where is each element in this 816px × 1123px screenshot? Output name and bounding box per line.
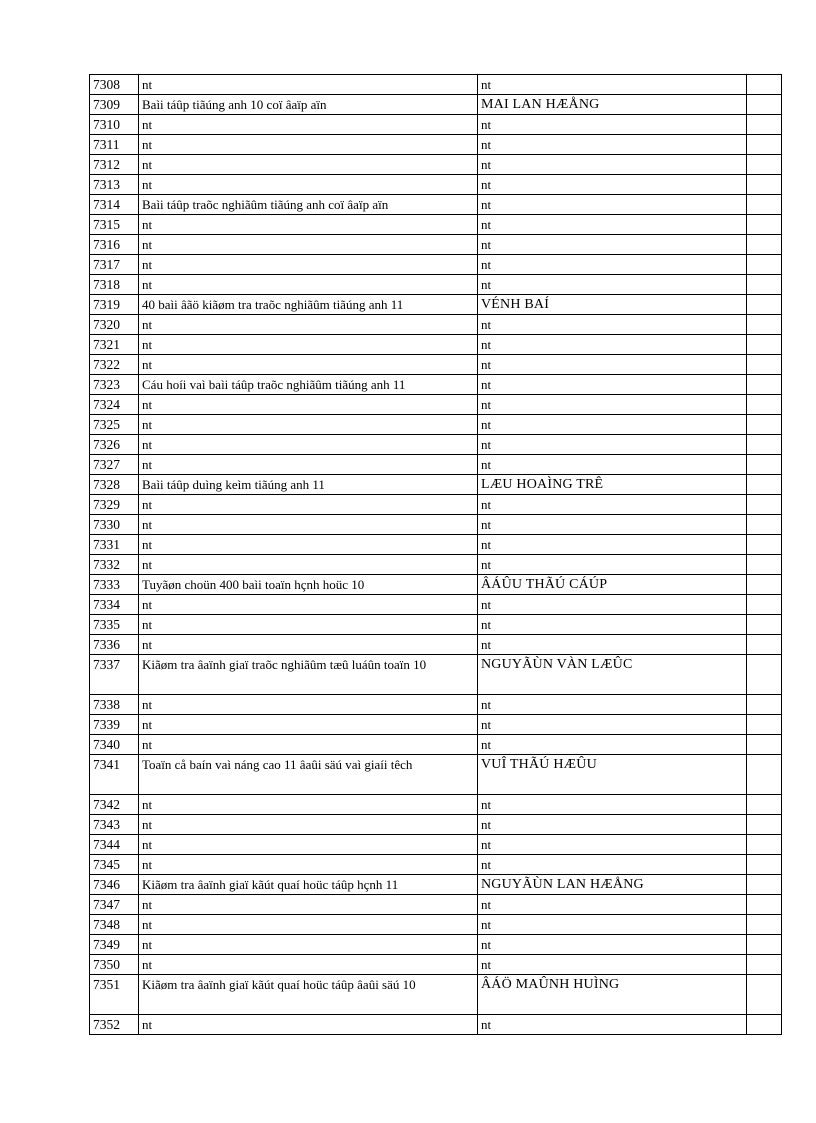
- book-author: nt: [478, 795, 747, 815]
- book-title: nt: [139, 395, 478, 415]
- row-number: 7352: [90, 1015, 139, 1035]
- row-number: 7311: [90, 135, 139, 155]
- book-author: NGUYÃÙN LAN HÆÅNG: [478, 875, 747, 895]
- book-title: nt: [139, 255, 478, 275]
- empty-cell: [747, 175, 782, 195]
- table-row: [90, 615, 782, 635]
- row-number: 7340: [90, 735, 139, 755]
- book-author: nt: [478, 495, 747, 515]
- book-title: Kiãøm tra âaïnh giaï kãút quaí hoüc táûp hçnh 11: [139, 875, 478, 895]
- book-title: nt: [139, 155, 478, 175]
- empty-cell: [747, 115, 782, 135]
- table-row: [90, 575, 782, 595]
- book-author: nt: [478, 215, 747, 235]
- book-title: Kiãøm tra âaïnh giaï traõc nghiãûm tæû luáûn toaïn 10: [139, 655, 478, 695]
- book-author: nt: [478, 435, 747, 455]
- book-title: nt: [139, 915, 478, 935]
- table-row: [90, 375, 782, 395]
- empty-cell: [747, 695, 782, 715]
- book-author: nt: [478, 375, 747, 395]
- table-row: [90, 715, 782, 735]
- book-author: nt: [478, 415, 747, 435]
- row-number: 7308: [90, 75, 139, 95]
- book-title: nt: [139, 215, 478, 235]
- book-title: nt: [139, 635, 478, 655]
- row-number: 7321: [90, 335, 139, 355]
- book-author: LÆU HOAÌNG TRÊ: [478, 475, 747, 495]
- empty-cell: [747, 95, 782, 115]
- empty-cell: [747, 135, 782, 155]
- row-number: 7310: [90, 115, 139, 135]
- book-title: 40 baìi âãö kiãøm tra traõc nghiãûm tiãúng anh 11: [139, 295, 478, 315]
- book-author: nt: [478, 855, 747, 875]
- book-author: nt: [478, 135, 747, 155]
- empty-cell: [747, 635, 782, 655]
- book-author: nt: [478, 1015, 747, 1035]
- book-author: nt: [478, 455, 747, 475]
- row-number: 7333: [90, 575, 139, 595]
- book-title: nt: [139, 795, 478, 815]
- book-author: nt: [478, 815, 747, 835]
- book-author: MAI LAN HÆÅNG: [478, 95, 747, 115]
- book-title: nt: [139, 555, 478, 575]
- table-row: [90, 135, 782, 155]
- empty-cell: [747, 435, 782, 455]
- row-number: 7329: [90, 495, 139, 515]
- row-number: 7326: [90, 435, 139, 455]
- empty-cell: [747, 935, 782, 955]
- book-title: nt: [139, 235, 478, 255]
- table-row: [90, 515, 782, 535]
- empty-cell: [747, 395, 782, 415]
- empty-cell: [747, 295, 782, 315]
- book-title: Baìi táûp traõc nghiãûm tiãúng anh coï âaïp aïn: [139, 195, 478, 215]
- row-number: 7350: [90, 955, 139, 975]
- table-row: [90, 115, 782, 135]
- table-row: [90, 755, 782, 795]
- book-title: nt: [139, 515, 478, 535]
- book-title: nt: [139, 435, 478, 455]
- book-title: nt: [139, 335, 478, 355]
- book-author: nt: [478, 175, 747, 195]
- empty-cell: [747, 455, 782, 475]
- empty-cell: [747, 1015, 782, 1035]
- row-number: 7327: [90, 455, 139, 475]
- book-title: nt: [139, 115, 478, 135]
- book-author: nt: [478, 595, 747, 615]
- row-number: 7345: [90, 855, 139, 875]
- empty-cell: [747, 595, 782, 615]
- empty-cell: [747, 315, 782, 335]
- book-author: nt: [478, 615, 747, 635]
- book-title: nt: [139, 275, 478, 295]
- empty-cell: [747, 555, 782, 575]
- table-row: [90, 895, 782, 915]
- book-title: nt: [139, 715, 478, 735]
- empty-cell: [747, 975, 782, 1015]
- row-number: 7320: [90, 315, 139, 335]
- table-row: [90, 695, 782, 715]
- book-author: nt: [478, 355, 747, 375]
- empty-cell: [747, 195, 782, 215]
- book-title: nt: [139, 75, 478, 95]
- row-number: 7337: [90, 655, 139, 695]
- table-row: [90, 335, 782, 355]
- empty-cell: [747, 375, 782, 395]
- book-author: VUÎ THÃÚ HÆÛU: [478, 755, 747, 795]
- row-number: 7322: [90, 355, 139, 375]
- table-row: [90, 815, 782, 835]
- empty-cell: [747, 155, 782, 175]
- book-author: nt: [478, 835, 747, 855]
- empty-cell: [747, 575, 782, 595]
- table-row: [90, 95, 782, 115]
- book-title: nt: [139, 615, 478, 635]
- row-number: 7330: [90, 515, 139, 535]
- empty-cell: [747, 875, 782, 895]
- table-row: [90, 415, 782, 435]
- book-author: nt: [478, 695, 747, 715]
- book-author: ÂÁÛU THÃÚ CÁÚP: [478, 575, 747, 595]
- row-number: 7314: [90, 195, 139, 215]
- book-title: nt: [139, 135, 478, 155]
- table-row: [90, 295, 782, 315]
- table-row: [90, 855, 782, 875]
- book-author: nt: [478, 935, 747, 955]
- table-row: [90, 215, 782, 235]
- book-title: Kiãøm tra âaïnh giaï kãút quaí hoüc táûp âaûi säú 10: [139, 975, 478, 1015]
- book-title: nt: [139, 315, 478, 335]
- book-title: nt: [139, 855, 478, 875]
- empty-cell: [747, 475, 782, 495]
- book-author: nt: [478, 715, 747, 735]
- row-number: 7344: [90, 835, 139, 855]
- table-row: [90, 275, 782, 295]
- table-row: [90, 935, 782, 955]
- book-title: nt: [139, 955, 478, 975]
- row-number: 7347: [90, 895, 139, 915]
- empty-cell: [747, 495, 782, 515]
- book-author: nt: [478, 735, 747, 755]
- book-author: nt: [478, 75, 747, 95]
- row-number: 7341: [90, 755, 139, 795]
- row-number: 7317: [90, 255, 139, 275]
- book-title: Tuyãøn choün 400 baìi toaïn hçnh hoüc 10: [139, 575, 478, 595]
- row-number: 7312: [90, 155, 139, 175]
- empty-cell: [747, 895, 782, 915]
- empty-cell: [747, 415, 782, 435]
- book-author: nt: [478, 115, 747, 135]
- book-author: VÉNH BAÍ: [478, 295, 747, 315]
- empty-cell: [747, 735, 782, 755]
- empty-cell: [747, 915, 782, 935]
- table-row: [90, 455, 782, 475]
- empty-cell: [747, 235, 782, 255]
- book-title: nt: [139, 415, 478, 435]
- book-title: nt: [139, 495, 478, 515]
- row-number: 7348: [90, 915, 139, 935]
- row-number: 7334: [90, 595, 139, 615]
- book-title: nt: [139, 355, 478, 375]
- row-number: 7313: [90, 175, 139, 195]
- table-row: [90, 875, 782, 895]
- row-number: 7343: [90, 815, 139, 835]
- book-author: nt: [478, 255, 747, 275]
- book-author: nt: [478, 335, 747, 355]
- table-row: [90, 535, 782, 555]
- row-number: 7331: [90, 535, 139, 555]
- table-row: [90, 475, 782, 495]
- book-title: nt: [139, 735, 478, 755]
- book-title: Cáu hoíi vaì baìi táûp traõc nghiãûm tiãúng anh 11: [139, 375, 478, 395]
- book-author: ÂÁÖ MAÛNH HUÌNG: [478, 975, 747, 1015]
- book-author: nt: [478, 955, 747, 975]
- table-row: [90, 835, 782, 855]
- empty-cell: [747, 615, 782, 635]
- table-row: [90, 975, 782, 1015]
- book-title: Toaïn cå baín vaì náng cao 11 âaûi säú vaì giaíi têch: [139, 755, 478, 795]
- row-number: 7339: [90, 715, 139, 735]
- row-number: 7318: [90, 275, 139, 295]
- empty-cell: [747, 815, 782, 835]
- row-number: 7342: [90, 795, 139, 815]
- empty-cell: [747, 955, 782, 975]
- table-row: [90, 1015, 782, 1035]
- row-number: 7338: [90, 695, 139, 715]
- table-row: [90, 495, 782, 515]
- catalog-body: [90, 75, 782, 1035]
- row-number: 7316: [90, 235, 139, 255]
- book-title: nt: [139, 595, 478, 615]
- book-author: nt: [478, 395, 747, 415]
- book-title: nt: [139, 935, 478, 955]
- empty-cell: [747, 335, 782, 355]
- row-number: 7332: [90, 555, 139, 575]
- book-author: nt: [478, 235, 747, 255]
- table-row: [90, 195, 782, 215]
- book-author: nt: [478, 315, 747, 335]
- empty-cell: [747, 275, 782, 295]
- book-author: nt: [478, 895, 747, 915]
- book-title: nt: [139, 175, 478, 195]
- empty-cell: [747, 715, 782, 735]
- row-number: 7335: [90, 615, 139, 635]
- empty-cell: [747, 795, 782, 815]
- book-author: NGUYÃÙN VÀN LÆÛC: [478, 655, 747, 695]
- book-title: nt: [139, 815, 478, 835]
- book-title: nt: [139, 455, 478, 475]
- book-title: nt: [139, 1015, 478, 1035]
- table-row: [90, 75, 782, 95]
- empty-cell: [747, 215, 782, 235]
- table-row: [90, 175, 782, 195]
- table-row: [90, 795, 782, 815]
- table-row: [90, 655, 782, 695]
- row-number: 7324: [90, 395, 139, 415]
- book-author: nt: [478, 195, 747, 215]
- table-row: [90, 635, 782, 655]
- row-number: 7319: [90, 295, 139, 315]
- empty-cell: [747, 755, 782, 795]
- empty-cell: [747, 515, 782, 535]
- row-number: 7323: [90, 375, 139, 395]
- book-author: nt: [478, 635, 747, 655]
- book-title: nt: [139, 535, 478, 555]
- row-number: 7349: [90, 935, 139, 955]
- book-title: nt: [139, 695, 478, 715]
- row-number: 7328: [90, 475, 139, 495]
- empty-cell: [747, 75, 782, 95]
- book-author: nt: [478, 515, 747, 535]
- table-row: [90, 355, 782, 375]
- table-row: [90, 735, 782, 755]
- empty-cell: [747, 255, 782, 275]
- book-author: nt: [478, 915, 747, 935]
- empty-cell: [747, 835, 782, 855]
- book-author: nt: [478, 155, 747, 175]
- row-number: 7346: [90, 875, 139, 895]
- book-title: Baìi táûp duìng keìm tiãúng anh 11: [139, 475, 478, 495]
- table-row: [90, 595, 782, 615]
- book-author: nt: [478, 555, 747, 575]
- row-number: 7336: [90, 635, 139, 655]
- table-row: [90, 435, 782, 455]
- empty-cell: [747, 535, 782, 555]
- table-row: [90, 915, 782, 935]
- row-number: 7351: [90, 975, 139, 1015]
- book-title: Baìi táûp tiãúng anh 10 coï âaïp aïn: [139, 95, 478, 115]
- book-title: nt: [139, 895, 478, 915]
- book-author: nt: [478, 535, 747, 555]
- table-row: [90, 235, 782, 255]
- row-number: 7325: [90, 415, 139, 435]
- table-row: [90, 955, 782, 975]
- table-row: [90, 315, 782, 335]
- empty-cell: [747, 655, 782, 695]
- table-row: [90, 395, 782, 415]
- book-title: nt: [139, 835, 478, 855]
- empty-cell: [747, 355, 782, 375]
- table-row: [90, 155, 782, 175]
- book-catalog-table: [89, 74, 782, 1035]
- table-row: [90, 555, 782, 575]
- row-number: 7309: [90, 95, 139, 115]
- empty-cell: [747, 855, 782, 875]
- table-row: [90, 255, 782, 275]
- row-number: 7315: [90, 215, 139, 235]
- book-author: nt: [478, 275, 747, 295]
